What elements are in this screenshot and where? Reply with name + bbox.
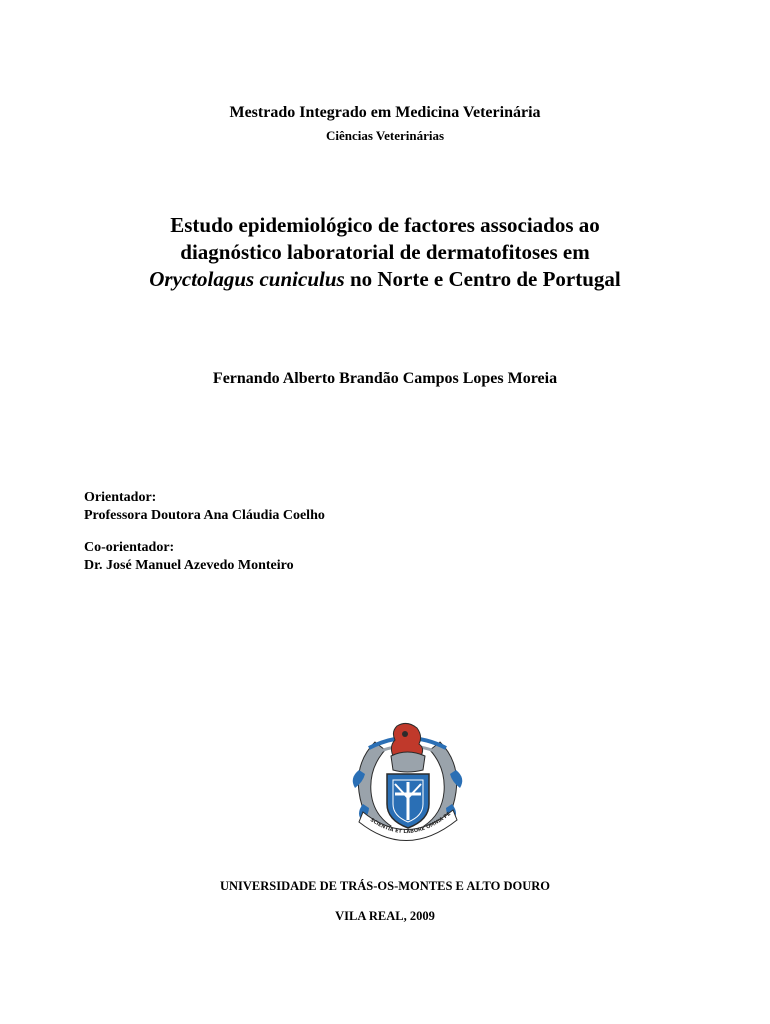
seal-motto-text: SCIENTIA ET LABORE OMNIA PE [368,811,453,836]
thesis-title [0,212,770,293]
author-name: Fernando Alberto Brandão Campos Lopes Moreia [212,370,558,387]
coadvisor-block [84,539,294,575]
advisor-block [84,489,325,525]
thesis-title-line-2: diagnóstico laboratorial de dermatofitoses em [180,240,590,264]
city-year: VILA REAL, 2009 [335,909,435,923]
thesis-title-line-1: Estudo epidemiológico de factores associados ao [170,213,600,237]
university-seal-icon [345,722,470,852]
advisor-label: Orientador: [84,490,157,505]
university-name: UNIVERSIDADE DE TRÁS-OS-MONTES E ALTO DOURO [219,879,551,893]
coadvisor-label: Co-orientador: [84,540,175,555]
coadvisor-name: Dr. José Manuel Azevedo Monteiro [84,558,294,573]
thesis-title-line-3-rest: no Norte e Centro de Portugal [344,267,621,291]
thesis-title-line-3 [0,266,770,293]
program-name: Mestrado Integrado em Medicina Veterinária [229,104,541,121]
advisor-name: Professora Doutora Ana Cláudia Coelho [84,508,325,523]
species-name: Oryctolagus cuniculus [149,267,345,291]
department-name: Ciências Veterinárias [325,128,445,143]
